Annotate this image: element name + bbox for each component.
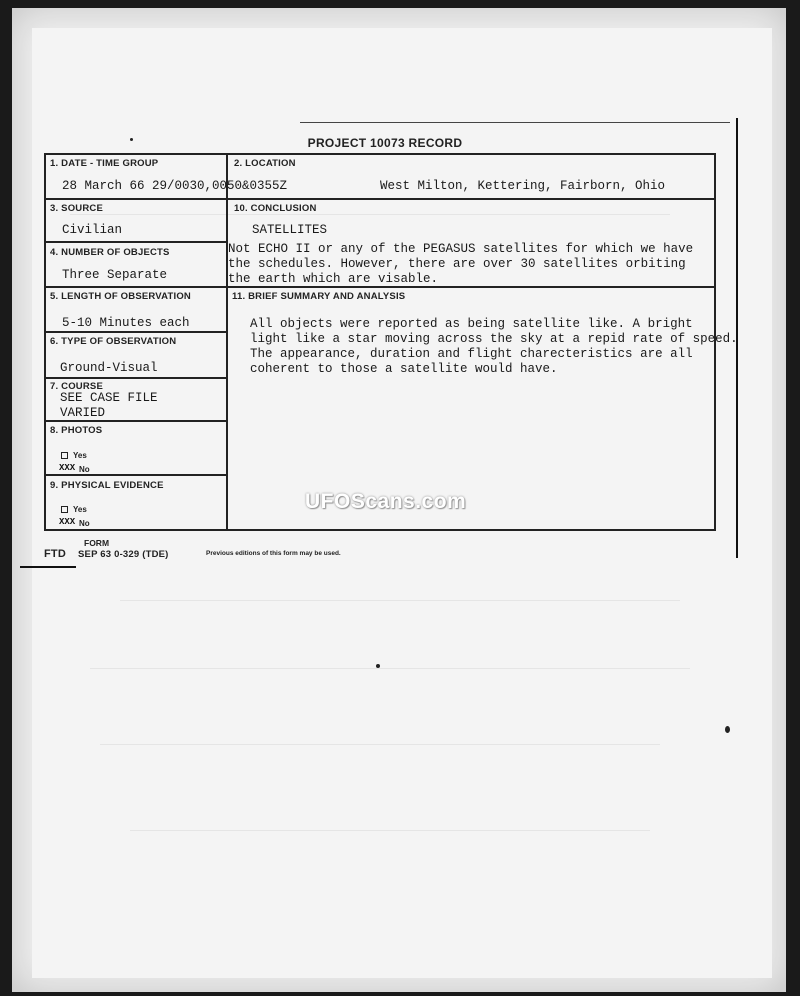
date-time-value: 28 March 66 29/0030,0050&0355Z: [62, 179, 288, 193]
row-divider: [44, 286, 716, 288]
summary-line: coherent to those a satellite would have.: [250, 362, 558, 376]
length-label: 5. LENGTH OF OBSERVATION: [50, 291, 191, 302]
row-divider: [44, 420, 227, 422]
evidence-yes-checkbox: [61, 506, 68, 513]
photos-label: 8. PHOTOS: [50, 425, 103, 436]
location-value: West Milton, Kettering, Fairborn, Ohio: [380, 179, 666, 193]
speck: [130, 138, 133, 141]
physical-evidence-label: 9. PHYSICAL EVIDENCE: [50, 480, 164, 491]
source-value: Civilian: [62, 223, 123, 237]
header-rule: [300, 122, 730, 123]
type-value: Ground-Visual: [60, 361, 158, 375]
summary-line: All objects were reported as being satellite like. A bright: [250, 317, 693, 331]
course-label: 7. COURSE: [50, 381, 104, 392]
course-line: VARIED: [60, 406, 106, 420]
photos-yes-label: Yes: [73, 451, 87, 460]
form-id: SEP 63 0-329 (TDE): [78, 549, 169, 560]
conclusion-line: the schedules. However, there are over 30 satellites orbiting: [228, 257, 686, 271]
conclusion-label: 10. CONCLUSION: [234, 203, 317, 214]
bleed-line: [120, 600, 680, 601]
row-divider: [44, 377, 227, 379]
speck: [725, 726, 730, 733]
speck: [376, 664, 380, 668]
course-line: SEE CASE FILE: [60, 391, 158, 405]
photos-yes-checkbox: [61, 452, 68, 459]
form-word: FORM: [84, 538, 110, 548]
photos-no-label: No: [79, 465, 90, 474]
evidence-no-label: No: [79, 519, 90, 528]
number-of-objects-value: Three Separate: [62, 268, 168, 282]
bleed-line: [100, 744, 660, 745]
summary-label: 11. BRIEF SUMMARY AND ANALYSIS: [232, 291, 406, 302]
summary-line: light like a star moving across the sky at a repid rate of speed.: [250, 332, 738, 346]
evidence-yes-label: Yes: [73, 505, 87, 514]
bleed-line: [130, 830, 650, 831]
conclusion-line: Not ECHO II or any of the PEGASUS satellites for which we have: [228, 242, 694, 256]
evidence-no-mark: XXX: [59, 517, 76, 527]
row-divider: [44, 198, 716, 200]
scan-edge: [20, 566, 76, 568]
location-label: 2. LOCATION: [234, 158, 296, 169]
row-divider: [44, 474, 227, 476]
date-time-label: 1. DATE - TIME GROUP: [50, 158, 159, 169]
watermark: UFOScans.com: [305, 490, 467, 513]
photos-no-mark: XXX: [59, 463, 76, 473]
type-label: 6. TYPE OF OBSERVATION: [50, 336, 177, 347]
row-divider: [44, 331, 227, 333]
number-of-objects-label: 4. NUMBER OF OBJECTS: [50, 247, 170, 258]
row-divider: [44, 241, 227, 243]
conclusion-heading: SATELLITES: [252, 223, 328, 237]
bleed-line: [90, 668, 690, 669]
form-note: Previous editions of this form may be used.: [206, 550, 341, 557]
source-label: 3. SOURCE: [50, 203, 104, 214]
record-title: PROJECT 10073 RECORD: [307, 136, 463, 150]
ftd-label: FTD: [44, 548, 66, 560]
length-value: 5-10 Minutes each: [62, 316, 190, 330]
conclusion-line: the earth which are visable.: [228, 272, 439, 286]
summary-line: The appearance, duration and flight charecteristics are all: [250, 347, 693, 361]
